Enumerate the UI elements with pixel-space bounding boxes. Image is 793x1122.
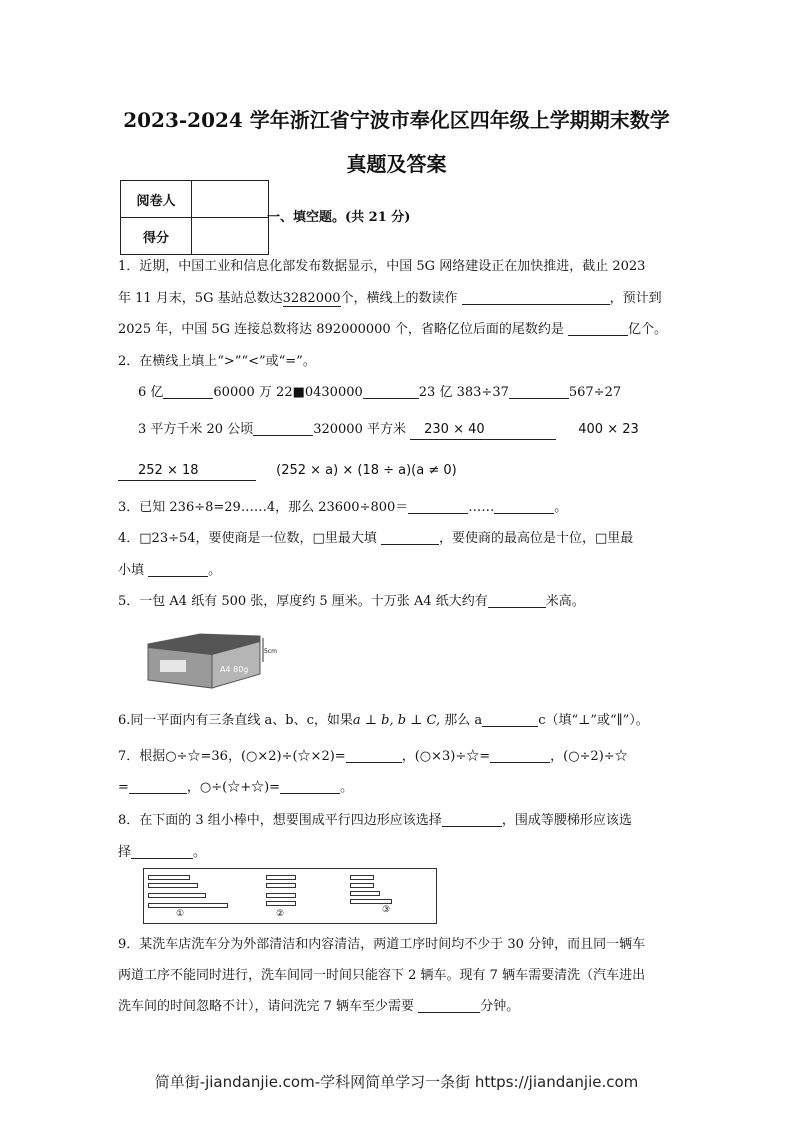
q1-text: 年 11 月末，5G 基站总数达: [118, 291, 283, 306]
q3-line: [118, 499, 675, 517]
q5-text: 5．一包 A4 纸有 500 张，厚度约 5 厘米。十万张 A4 纸大约有: [118, 594, 488, 609]
q2-item: 22■0430000: [276, 385, 363, 400]
page-footer: 简单街-jiandanjie.com-学科网简单学习一条街 https://jiandanjie.com: [154, 1073, 639, 1091]
q8-blank[interactable]: [131, 844, 193, 859]
q7-text: ，(○÷2)÷☆: [550, 749, 628, 764]
stick: [350, 891, 380, 896]
q2-math: (252 × a) × (18 ÷ a)(a ≠ 0): [276, 463, 457, 478]
q6-text: c（填“⊥”或“∥”）。: [538, 713, 649, 728]
q2-blank[interactable]: [163, 384, 213, 399]
q9-text: 洗车间的时间忽略不计），请问洗完 7 辆车至少需要: [118, 999, 415, 1014]
q8-text: 8．在下面的 3 组小棒中，想要围成平行四边形应该选择: [118, 813, 442, 828]
q8-line2: [118, 844, 675, 862]
q9-text: 分钟。: [480, 999, 520, 1014]
q8-text: 。: [193, 845, 207, 860]
q2-item: 6 亿: [138, 385, 164, 400]
q6-text: 那么 a: [444, 713, 483, 728]
q7-text: ，○÷(☆+☆)=: [186, 780, 281, 795]
q7-blank[interactable]: [490, 748, 550, 763]
q7-text: 。: [340, 780, 354, 795]
q5-blank[interactable]: [488, 593, 546, 608]
q4-line2: [118, 562, 675, 580]
q6-text: 6.同一平面内有三条直线 a、b、c，如果: [118, 713, 353, 728]
q4-blank[interactable]: [381, 530, 439, 545]
stick: [350, 899, 392, 904]
q9-line3: [118, 998, 675, 1016]
q2-blank[interactable]: [363, 384, 419, 399]
q7-text: ，(○×3)÷☆=: [401, 749, 491, 764]
group-label-3: ③: [382, 905, 391, 915]
a4-height-label: 5cm: [264, 648, 277, 655]
q2-math: 400 × 23: [578, 422, 639, 437]
q1-answer-blank-1[interactable]: [462, 290, 610, 305]
stick: [350, 875, 374, 880]
q7-blank[interactable]: [346, 748, 402, 763]
q2-item: 567÷27: [568, 385, 622, 400]
q4-text: 。: [208, 563, 222, 578]
q1-line2: [118, 290, 675, 308]
q2-row3: [118, 462, 675, 481]
q2-item: 23 亿: [418, 385, 453, 400]
reviewer-cell: [192, 181, 269, 218]
a4-paper-pack-image: [140, 628, 280, 694]
q3-text: 3．已知 236÷8=29……4，那么 23600÷800＝: [118, 500, 409, 515]
q6-blank[interactable]: [482, 712, 538, 727]
q7-text: =: [118, 780, 129, 795]
group-label-1: ①: [176, 909, 185, 919]
q5-line: [118, 593, 675, 611]
a4-box-text: A4 80g: [220, 665, 249, 674]
q1-text: 个，横线上的数读作: [340, 291, 458, 306]
stick: [148, 903, 228, 908]
q6-math: a ⊥ b, b ⊥ C,: [352, 713, 441, 728]
q1-text: 亿个。: [627, 322, 667, 337]
doc-title-line2: 真题及答案: [346, 152, 447, 176]
q1-answer-blank-2[interactable]: [568, 321, 628, 336]
score-label: 得分: [121, 218, 192, 255]
q2-blank[interactable]: [509, 384, 569, 399]
q4-blank[interactable]: [148, 562, 208, 577]
q4-text: 小填: [118, 563, 145, 578]
q1-line1: 1．近期，中国工业和信息化部发布数据显示，中国 5G 网络建设正在加快推进，截止 2023: [118, 259, 646, 274]
q2-math: 252 × 18: [118, 462, 256, 481]
q3-blank[interactable]: [494, 499, 554, 514]
q2-line1: 2．在横线上填上“>”“<”或“=”。: [118, 354, 316, 369]
q4-text: 4．□23÷54，要使商是一位数，□里最大填: [118, 531, 377, 546]
q6-line: [118, 712, 675, 730]
q7-blank[interactable]: [129, 779, 187, 794]
reviewer-label: 阅卷人: [121, 181, 192, 218]
stick: [266, 893, 296, 898]
q3-text: 。: [554, 500, 568, 515]
q7-line2: [118, 779, 675, 797]
q7-blank[interactable]: [280, 779, 340, 794]
q8-line1: [118, 812, 675, 830]
q2-math: 230 × 40: [410, 421, 556, 440]
sticks-figure: [143, 868, 437, 924]
q9-line1: 9．某洗车店洗车分为外部清洁和内容清洁，两道工序时间均不少于 30 分钟，而且同一辆车: [118, 937, 646, 952]
stick: [148, 893, 206, 898]
q7-text: 7．根据○÷☆=36，(○×2)÷(☆×2)=: [118, 749, 346, 764]
q1-text: ，预计到: [609, 291, 662, 306]
score-cell: [192, 218, 269, 255]
q8-text: 择: [118, 845, 132, 860]
stick: [350, 883, 374, 888]
q2-item: 383÷37: [456, 385, 509, 400]
stick: [148, 883, 198, 888]
q2-item: 60000 万: [213, 385, 272, 400]
q3-blank[interactable]: [408, 499, 468, 514]
q2-blank[interactable]: [253, 421, 313, 436]
stick: [266, 875, 296, 880]
section-heading: 一、填空题。(共 21 分): [267, 210, 411, 225]
stick: [266, 901, 296, 906]
q9-blank[interactable]: [418, 998, 480, 1013]
group-label-2: ②: [276, 909, 285, 919]
q8-text: ，围成等腰梯形应该选: [501, 813, 632, 828]
q2-row1: [138, 384, 675, 402]
q3-text: ……: [468, 500, 495, 515]
stick: [266, 883, 296, 888]
score-table: [120, 180, 269, 255]
q1-line3: [118, 321, 675, 339]
q2-item: 320000 平方米: [313, 422, 406, 437]
q4-text: ，要使商的最高位是十位，□里最: [438, 531, 634, 546]
q7-line1: [118, 748, 675, 766]
doc-title-line1: 2023-2024 学年浙江省宁波市奉化区四年级上学期期末数学: [123, 108, 670, 132]
q5-text: 米高。: [545, 594, 585, 609]
q1-text: 2025 年，中国 5G 连接总数将达 892000000 个，省略亿位后面的尾数约是: [118, 322, 564, 337]
q1-number: 3282000: [282, 291, 341, 306]
q4-line1: [118, 530, 675, 548]
q2-row2: [138, 421, 675, 440]
q8-blank[interactable]: [442, 812, 502, 827]
q9-line2: 两道工序不能同时进行，洗车间同一时间只能容下 2 辆车。现有 7 辆车需要清洗（汽车进出: [118, 968, 646, 983]
q2-item: 3 平方千米 20 公顷: [138, 422, 254, 437]
stick: [148, 875, 190, 880]
